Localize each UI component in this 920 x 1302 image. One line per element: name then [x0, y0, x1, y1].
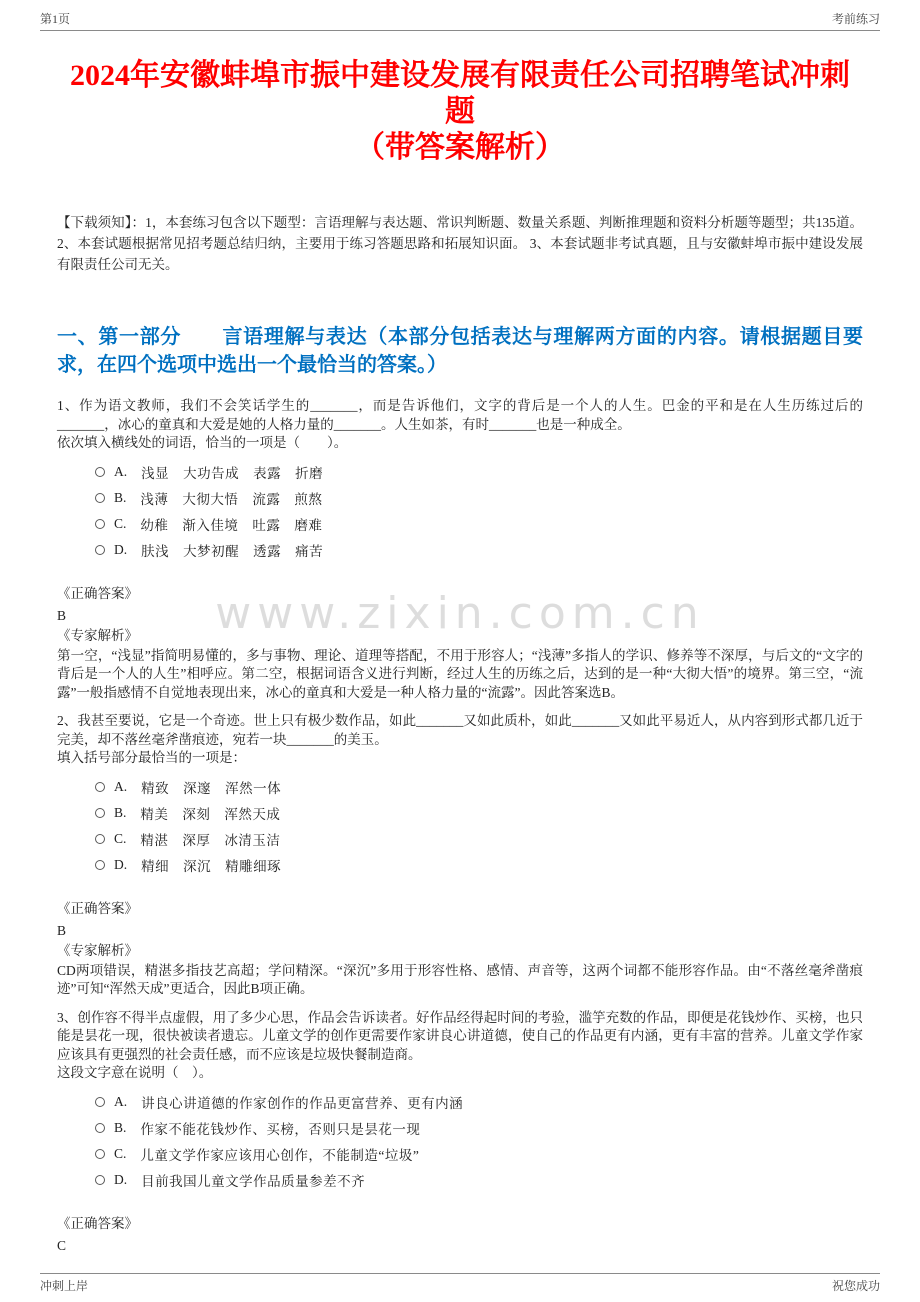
- option-label: D.: [114, 856, 128, 872]
- radio-icon[interactable]: [95, 1097, 105, 1107]
- option-label: A.: [114, 778, 128, 794]
- title-line-1: 2024年安徽蚌埠市振中建设发展有限责任公司招聘笔试冲刺题: [70, 59, 850, 128]
- analysis-text: CD两项错误，精湛多指技艺高超；学问精深。“深沉”多用于形容性格、感情、声音等，这两个词都不能形容作品。由“不落丝毫斧凿痕迹”可知“浑然天成”更适合，因此B项正确。: [57, 962, 863, 996]
- analysis-heading: 《专家解析》: [57, 942, 138, 958]
- question-3: [57, 1009, 863, 1255]
- option-label: B.: [114, 804, 127, 820]
- option-label: B.: [114, 489, 127, 505]
- option-label: D.: [114, 541, 128, 557]
- answer-value: C: [57, 1237, 67, 1253]
- option-row[interactable]: [95, 774, 863, 800]
- option-text: 作家不能花钱炒作、买榜，否则只是昙花一现: [140, 1121, 421, 1137]
- question-3-options: [57, 1089, 863, 1193]
- option-row[interactable]: [95, 826, 863, 852]
- option-label: C.: [114, 1145, 127, 1161]
- option-row[interactable]: [95, 800, 863, 826]
- option-row[interactable]: [95, 511, 863, 537]
- option-text: 肤浅 大梦初醒 透露 痛苦: [141, 543, 324, 559]
- option-text: 讲良心讲道德的作家创作的作品更富营养、更有内涵: [141, 1095, 464, 1111]
- section-heading: 一、第一部分 言语理解与表达（本部分包括表达与理解两方面的内容。请根据题目要求，在四个选项中选出一个最恰当的答案。）: [57, 326, 863, 376]
- answer-heading: 《正确答案》: [57, 585, 138, 601]
- question-2-prompt: 填入括号部分最恰当的一项是：: [57, 750, 246, 765]
- footer-divider: [40, 1273, 880, 1274]
- option-row[interactable]: [95, 1089, 863, 1115]
- option-text: 幼稚 渐入佳境 吐露 磨难: [140, 517, 323, 533]
- radio-icon[interactable]: [95, 493, 105, 503]
- page-header: [40, 10, 880, 27]
- option-text: 精致 深邃 浑然一体: [141, 780, 282, 796]
- option-text: 精美 深刻 浑然天成: [140, 806, 281, 822]
- download-notice: 【下载须知】：1，本套练习包含以下题型：言语理解与表达题、常识判断题、数量关系题、判断推理题和资料分析题等题型；共135道。 2、本套试题根据常见招考题总结归纳，主要用于练习答题思路和拓展知识面。 3、本套试题非考试真题，且与安徽蚌埠市振中建设发展有限责任公司无关。: [57, 215, 863, 272]
- header-label: 考前练习: [831, 12, 880, 26]
- answer-value: B: [57, 922, 67, 938]
- answer-heading: 《正确答案》: [57, 1215, 138, 1231]
- radio-icon[interactable]: [95, 782, 105, 792]
- option-label: C.: [114, 830, 127, 846]
- page-footer: [40, 1277, 880, 1294]
- question-1-prompt: 依次填入横线处的词语，恰当的一项是（ ）。: [57, 435, 348, 450]
- radio-icon[interactable]: [95, 1149, 105, 1159]
- option-label: A.: [114, 1093, 128, 1109]
- radio-icon[interactable]: [95, 545, 105, 555]
- question-2: [57, 712, 863, 999]
- title-line-2: （带答案解析）: [355, 131, 565, 164]
- radio-icon[interactable]: [95, 1175, 105, 1185]
- option-row[interactable]: [95, 852, 863, 878]
- footer-left: 冲刺上岸: [40, 1279, 89, 1293]
- question-3-prompt: 这段文字意在说明（ ）。: [57, 1065, 213, 1080]
- answer-heading: 《正确答案》: [57, 900, 138, 916]
- answer-value: B: [57, 607, 67, 623]
- radio-icon[interactable]: [95, 808, 105, 818]
- option-text: 儿童文学作家应该用心创作，不能制造“垃圾”: [140, 1147, 420, 1163]
- option-label: D.: [114, 1171, 128, 1187]
- header-page-number: 第1页: [40, 12, 71, 26]
- option-label: B.: [114, 1119, 127, 1135]
- watermark: www.zixin.com.cn: [215, 588, 705, 639]
- option-text: 浅薄 大彻大悟 流露 煎熬: [140, 491, 323, 507]
- option-text: 目前我国儿童文学作品质量参差不齐: [141, 1173, 366, 1189]
- option-row[interactable]: [95, 1167, 863, 1193]
- option-text: 精细 深沉 精雕细琢: [141, 858, 282, 874]
- analysis-text: 第一空，“浅显”指简明易懂的，多与事物、理论、道理等搭配，不用于形容人；“浅薄”多指人的学识、修养等不深厚，与后文的“文字的背后是一个人的人生”相呼应。第二空，根据词语含义进行判断，经过人生的历练之后，达到的是一种“大彻大悟”的境界。第三空，“流露”一般指感情不自觉地表现出来，冰心的童真和大爱是一种人格力量的“流露”。因此答案选B。: [57, 647, 863, 700]
- radio-icon[interactable]: [95, 519, 105, 529]
- radio-icon[interactable]: [95, 467, 105, 477]
- question-2-stem: 2、我甚至要说，它是一个奇迹。世上只有极少数作品，如此_______又如此质朴，如此_______又如此平易近人，从内容到形式都几近于完美，却不落丝毫斧凿痕迹，宛若一块_______的美玉。: [57, 713, 863, 747]
- option-row[interactable]: [95, 485, 863, 511]
- radio-icon[interactable]: [95, 860, 105, 870]
- option-row[interactable]: [95, 1115, 863, 1141]
- document-title: [57, 58, 863, 166]
- option-row[interactable]: [95, 459, 863, 485]
- question-1: [57, 397, 863, 702]
- question-2-options: [57, 774, 863, 878]
- option-label: A.: [114, 463, 128, 479]
- question-1-stem: 1、作为语文教师，我们不会笑话学生的_______，而是告诉他们，文字的背后是一个人的人生。巴金的平和是在人生历练过后的_______，冰心的童真和大爱是她的人格力量的_______。人生如茶，有时_______也是一种成全。: [57, 398, 863, 432]
- footer-right: 祝您成功: [831, 1279, 880, 1293]
- radio-icon[interactable]: [95, 1123, 105, 1133]
- header-divider: [40, 30, 880, 31]
- question-1-options: [57, 459, 863, 563]
- option-label: C.: [114, 515, 127, 531]
- option-text: 浅显 大功告成 表露 折磨: [141, 465, 324, 481]
- option-text: 精湛 深厚 冰清玉洁: [140, 832, 281, 848]
- option-row[interactable]: [95, 537, 863, 563]
- option-row[interactable]: [95, 1141, 863, 1167]
- radio-icon[interactable]: [95, 834, 105, 844]
- analysis-heading: 《专家解析》: [57, 627, 138, 643]
- question-3-stem: 3、创作容不得半点虚假，用了多少心思，作品会告诉读者。好作品经得起时间的考验，滥竽充数的作品，即便是花钱炒作、买榜，也只能是昙花一现，很快被读者遗忘。儿童文学的创作更需要作家讲良心讲道德，使自己的作品更有内涵，更有丰富的营养。儿童文学作家应该具有更强烈的社会责任感，而不应该是垃圾快餐制造商。: [57, 1009, 863, 1062]
